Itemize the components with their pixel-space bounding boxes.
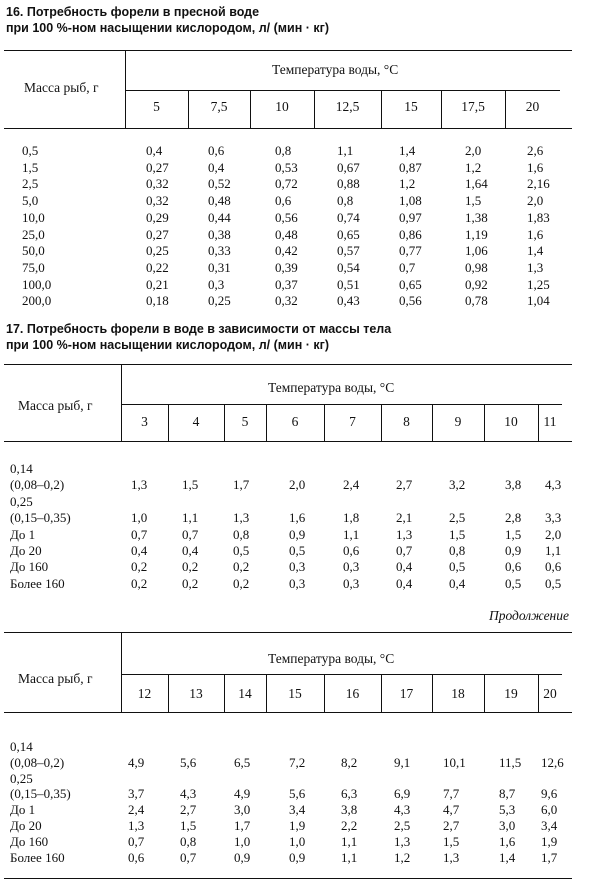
- table-cell-value: 2,2: [341, 818, 358, 833]
- temperature-label: 14: [238, 686, 252, 701]
- mass-row-label: 0,5: [22, 143, 39, 158]
- mass-row-label: Более 160: [10, 849, 65, 865]
- table-cell-value: 2,8: [505, 510, 522, 526]
- table-cell-value: 0,72: [275, 176, 298, 192]
- table-cell-value: 3,4: [541, 818, 558, 833]
- table-cell-value: 0,39: [275, 259, 298, 275]
- mass-row-label: (0,08–0,2): [10, 477, 65, 493]
- temperature-label: 9: [454, 414, 462, 429]
- table-cell-value: 4,7: [443, 802, 460, 818]
- header-divider-horizontal: [121, 404, 562, 405]
- table-cell-value: 1,5: [449, 526, 466, 542]
- table-cell-value: 5,3: [499, 802, 516, 818]
- table-cell-value: 1,3: [233, 510, 250, 526]
- table-cell-value: 8,2: [341, 754, 358, 770]
- table-cell-value: 0,4: [449, 575, 466, 591]
- table-cell-value: 0,21: [146, 276, 169, 292]
- mass-row-label: До 160: [10, 833, 49, 849]
- table-cell-value: 0,33: [208, 243, 231, 259]
- table-cell-value: 0,9: [289, 526, 306, 542]
- table-cell-value: 2,7: [180, 802, 197, 818]
- table-cell-value: 1,2: [394, 849, 411, 865]
- mass-row-label: 0,14: [10, 461, 33, 476]
- table-cell-value: 0,7: [131, 526, 148, 542]
- temperature-label: 10: [275, 99, 289, 114]
- table-cell-value: 0,9: [289, 849, 306, 865]
- table-cell-value: 7,7: [443, 786, 460, 802]
- table-cell-value: 1,7: [541, 849, 558, 865]
- mass-row-label: 0,25: [10, 493, 33, 509]
- temperature-label: 15: [288, 686, 302, 701]
- mass-row-label: 2,5: [22, 176, 39, 192]
- table-cell-value: 0,52: [208, 176, 231, 192]
- table-cell-value: 4,3: [545, 477, 562, 493]
- table-cell-value: 0,25: [146, 243, 169, 259]
- table-cell-value: 0,7: [128, 833, 145, 849]
- header-bottom-rule: [4, 128, 572, 129]
- temperature-label: 11: [543, 414, 557, 429]
- table-cell-value: 0,4: [131, 543, 148, 558]
- table-cell-value: 1,4: [527, 243, 544, 259]
- table-cell-value: 0,6: [275, 193, 292, 209]
- mass-column-header: Масса рыб, г: [18, 398, 93, 413]
- table-cell-value: 0,4: [208, 159, 225, 175]
- mass-row-label: До 1: [10, 802, 36, 818]
- temperature-label: 17,5: [461, 99, 485, 114]
- table-cell-value: 2,4: [128, 802, 145, 818]
- table16-top-rule: [4, 50, 572, 51]
- mass-row-label: До 1: [10, 526, 36, 542]
- mass-column-header: Масса рыб, г: [18, 671, 93, 686]
- continuation-top-rule: [4, 632, 572, 633]
- table-cell-value: 1,06: [465, 243, 488, 259]
- table-cell-value: 1,38: [465, 209, 488, 225]
- table-cell-value: 0,27: [146, 226, 169, 242]
- table-cell-value: 1,0: [234, 833, 251, 849]
- table-cell-value: 5,6: [289, 786, 306, 802]
- mass-row-label: До 160: [10, 559, 49, 575]
- table-cell-value: 1,6: [499, 833, 516, 849]
- table-cell-value: 2,0: [545, 526, 562, 542]
- table-cell-value: 0,97: [399, 209, 422, 225]
- mass-row-label: До 20: [10, 818, 42, 833]
- temperature-label: 8: [403, 414, 410, 429]
- table-cell-value: 7,2: [289, 754, 306, 770]
- table-cell-value: 1,3: [131, 477, 148, 493]
- temperature-header: Температура воды, °С: [268, 651, 395, 666]
- table-cell-value: 0,67: [337, 159, 360, 175]
- table17-title-line2: при 100 %-ном насыщении кислородом, л/ (мин · кг): [6, 338, 329, 352]
- table-cell-value: 1,1: [341, 849, 358, 865]
- mass-row-label: 0,14: [10, 739, 33, 754]
- temperature-label: 12: [137, 686, 152, 701]
- table-cell-value: 0,4: [396, 575, 413, 591]
- table-cell-value: 1,5: [182, 477, 199, 493]
- table-cell-value: 0,57: [337, 243, 360, 259]
- temperature-header: Температура воды, °С: [268, 380, 395, 395]
- mass-row-label: (0,08–0,2): [10, 754, 65, 770]
- table16-title-line1: 16. Потребность форели в пресной воде: [6, 5, 260, 19]
- mass-row-label: 75,0: [22, 259, 45, 275]
- table-cell-value: 1,04: [527, 293, 550, 309]
- page-bottom-rule: [4, 878, 572, 879]
- table-cell-value: 0,32: [146, 176, 169, 192]
- table-cell-value: 0,2: [182, 559, 199, 575]
- table-cell-value: 0,56: [275, 209, 298, 225]
- table-cell-value: 3,3: [545, 510, 562, 526]
- mass-row-label: 200,0: [22, 293, 52, 309]
- table-cell-value: 0,3: [343, 559, 360, 575]
- mass-row-label: 100,0: [22, 276, 52, 292]
- table-cell-value: 0,8: [233, 526, 250, 542]
- table-cell-value: 0,51: [337, 276, 360, 292]
- table-cell-value: 8,7: [499, 786, 516, 802]
- table-cell-value: 3,0: [499, 818, 516, 833]
- table-cell-value: 0,32: [275, 293, 298, 309]
- table-cell-value: 0,7: [182, 526, 199, 542]
- table-cell-value: 0,5: [545, 575, 562, 591]
- table-cell-value: 0,5: [505, 575, 522, 591]
- table-cell-value: 0,3: [289, 575, 306, 591]
- table-cell-value: 0,98: [465, 259, 488, 275]
- mass-row-label: (0,15–0,35): [10, 786, 71, 802]
- table-cell-value: 0,6: [128, 849, 145, 865]
- table-cell-value: 0,9: [505, 543, 522, 558]
- table-cell-value: 1,9: [289, 818, 306, 833]
- table-cell-value: 1,6: [289, 510, 306, 526]
- table-cell-value: 11,5: [499, 754, 522, 770]
- table-cell-value: 0,6: [505, 559, 522, 575]
- mass-row-label: 1,5: [22, 159, 39, 175]
- table-cell-value: 0,32: [146, 193, 169, 209]
- table-cell-value: 0,29: [146, 209, 169, 225]
- table-cell-value: 6,0: [541, 802, 558, 818]
- table-cell-value: 1,7: [233, 477, 250, 493]
- table-cell-value: 1,2: [399, 176, 416, 192]
- table-cell-value: 4,9: [234, 786, 251, 802]
- table-cell-value: 3,2: [449, 477, 466, 493]
- temperature-label: 20: [543, 686, 557, 701]
- table-cell-value: 0,5: [233, 543, 250, 558]
- mass-row-label: 25,0: [22, 226, 45, 242]
- temperature-label: 19: [504, 686, 518, 701]
- table-cell-value: 0,2: [233, 559, 250, 575]
- table-cell-value: 1,64: [465, 176, 488, 192]
- table-cell-value: 4,3: [180, 786, 197, 802]
- table-cell-value: 1,3: [527, 259, 544, 275]
- table-cell-value: 1,0: [131, 510, 148, 526]
- table-cell-value: 0,38: [208, 226, 231, 242]
- temperature-label: 6: [291, 414, 299, 429]
- table-cell-value: 6,5: [234, 754, 251, 770]
- table-cell-value: 3,8: [341, 802, 358, 818]
- table-cell-value: 0,8: [180, 833, 197, 849]
- table-cell-value: 3,7: [128, 786, 145, 802]
- temperature-header: Температура воды, °С: [272, 62, 399, 77]
- table-cell-value: 0,2: [182, 575, 199, 591]
- table-cell-value: 0,22: [146, 259, 169, 275]
- table-cell-value: 0,5: [449, 559, 466, 575]
- table-cell-value: 2,7: [443, 818, 460, 833]
- table-cell-value: 0,9: [234, 849, 251, 865]
- table-cell-value: 0,7: [399, 259, 416, 275]
- table-cell-value: 2,4: [343, 477, 360, 493]
- table17-top-rule: [4, 364, 572, 365]
- table-cell-value: 1,4: [499, 849, 516, 865]
- table-cell-value: 0,87: [399, 159, 422, 175]
- table-cell-value: 1,3: [394, 833, 411, 849]
- temperature-label: 20: [525, 99, 540, 114]
- mass-row-label: До 20: [10, 543, 42, 558]
- continuation-label: Продолжение: [488, 608, 569, 623]
- temperature-label: 15: [404, 99, 418, 114]
- table-cell-value: 1,6: [527, 159, 544, 175]
- table-cell-value: 0,7: [180, 849, 197, 865]
- table-cell-value: 0,88: [337, 176, 360, 192]
- temperature-label: 10: [504, 414, 518, 429]
- mass-row-label: 50,0: [22, 243, 45, 259]
- table-cell-value: 1,1: [337, 143, 354, 158]
- table-cell-value: 1,5: [180, 818, 197, 833]
- table-cell-value: 3,4: [289, 802, 306, 818]
- table-cell-value: 0,2: [131, 559, 148, 575]
- temperature-label: 7,5: [210, 99, 228, 114]
- table-cell-value: 0,6: [208, 143, 225, 158]
- table-cell-value: 0,3: [289, 559, 306, 575]
- table-cell-value: 6,3: [341, 786, 358, 802]
- table-cell-value: 0,2: [233, 575, 250, 591]
- table-cell-value: 0,3: [208, 276, 225, 292]
- table-cell-value: 1,8: [343, 510, 360, 526]
- table-cell-value: 3,8: [505, 477, 522, 493]
- table-cell-value: 0,4: [396, 559, 413, 575]
- table-cell-value: 0,2: [131, 575, 148, 591]
- table-cell-value: 0,48: [208, 193, 231, 209]
- table-cell-value: 0,8: [275, 143, 292, 158]
- table-cell-value: 5,6: [180, 754, 197, 770]
- table16-title-line2: при 100 %-ном насыщении кислородом, л/ (мин · кг): [6, 21, 329, 35]
- table-cell-value: 1,5: [505, 526, 522, 542]
- table-cell-value: 1,1: [341, 833, 358, 849]
- table-cell-value: 0,65: [399, 276, 422, 292]
- table-cell-value: 1,0: [289, 833, 306, 849]
- table-cell-value: 0,77: [399, 243, 422, 259]
- table-cell-value: 1,1: [545, 543, 562, 558]
- header-bottom-rule: [4, 441, 572, 442]
- temperature-label: 5: [241, 414, 249, 429]
- temperature-label: 17: [399, 686, 414, 701]
- table-cell-value: 0,6: [545, 559, 562, 575]
- table-cell-value: 0,74: [337, 209, 360, 225]
- table-cell-value: 0,53: [275, 159, 298, 175]
- table-cell-value: 0,7: [396, 543, 413, 558]
- header-divider-vertical: [125, 50, 126, 128]
- table-cell-value: 0,6: [343, 543, 360, 558]
- temperature-label: 3: [141, 414, 148, 429]
- table-cell-value: 1,6: [527, 226, 544, 242]
- table-cell-value: 1,9: [541, 833, 558, 849]
- temperature-label: 13: [189, 686, 203, 701]
- table17-title-line1: 17. Потребность форели в воде в зависимости от массы тела: [6, 322, 392, 336]
- table-cell-value: 0,43: [337, 293, 360, 309]
- table-cell-value: 2,1: [396, 510, 413, 526]
- table-cell-value: 1,2: [465, 159, 482, 175]
- table-cell-value: 12,6: [541, 754, 564, 770]
- mass-column-header: Масса рыб, г: [24, 80, 99, 95]
- table-cell-value: 1,5: [443, 833, 460, 849]
- table-cell-value: 0,44: [208, 209, 231, 225]
- mass-row-label: Более 160: [10, 575, 65, 591]
- table-cell-value: 2,5: [449, 510, 466, 526]
- table-cell-value: 0,4: [146, 143, 163, 158]
- table-cell-value: 1,1: [182, 510, 199, 526]
- table-cell-value: 2,0: [465, 143, 482, 158]
- table-cell-value: 4,9: [128, 754, 145, 770]
- table-cell-value: 0,37: [275, 276, 298, 292]
- table-cell-value: 1,3: [128, 818, 145, 833]
- table-cell-value: 1,19: [465, 226, 488, 242]
- table-cell-value: 2,7: [396, 477, 413, 493]
- table-cell-value: 0,56: [399, 293, 422, 309]
- table-cell-value: 1,7: [234, 818, 251, 833]
- table-cell-value: 0,8: [337, 193, 354, 209]
- temperature-label: 12,5: [335, 99, 360, 114]
- table-cell-value: 0,86: [399, 226, 422, 242]
- table-cell-value: 0,48: [275, 226, 298, 242]
- table-cell-value: 1,3: [396, 526, 413, 542]
- temperature-label: 7: [349, 414, 356, 429]
- table-cell-value: 0,3: [343, 575, 360, 591]
- table-cell-value: 1,1: [343, 526, 360, 542]
- table-cell-value: 1,4: [399, 143, 416, 158]
- table-cell-value: 10,1: [443, 754, 466, 770]
- table-cell-value: 0,65: [337, 226, 360, 242]
- table-cell-value: 0,4: [182, 543, 199, 558]
- table-cell-value: 3,0: [234, 802, 251, 818]
- table-cell-value: 0,5: [289, 543, 306, 558]
- table-cell-value: 0,92: [465, 276, 488, 292]
- table-cell-value: 2,0: [289, 477, 306, 493]
- table-cell-value: 2,0: [527, 193, 544, 209]
- header-bottom-rule: [4, 712, 572, 713]
- table-cell-value: 4,3: [394, 802, 411, 818]
- table-cell-value: 1,83: [527, 209, 550, 225]
- table-cell-value: 2,5: [394, 818, 411, 833]
- table-cell-value: 1,25: [527, 276, 550, 292]
- table-cell-value: 0,54: [337, 259, 360, 275]
- header-divider-horizontal: [125, 90, 560, 91]
- table-cell-value: 6,9: [394, 786, 411, 802]
- table-cell-value: 0,78: [465, 293, 488, 309]
- table-cell-value: 0,25: [208, 293, 231, 309]
- table-cell-value: 9,1: [394, 754, 411, 770]
- temperature-label: 4: [192, 414, 200, 429]
- temperature-label: 16: [345, 686, 360, 701]
- temperature-label: 18: [451, 686, 465, 701]
- table-cell-value: 0,27: [146, 159, 169, 175]
- header-divider-horizontal: [121, 674, 562, 675]
- table-cell-value: 0,18: [146, 293, 169, 309]
- table-cell-value: 0,8: [449, 543, 466, 558]
- table-cell-value: 1,5: [465, 193, 482, 209]
- mass-row-label: 0,25: [10, 770, 33, 786]
- mass-row-label: (0,15–0,35): [10, 510, 71, 526]
- table-cell-value: 9,6: [541, 786, 558, 802]
- mass-row-label: 10,0: [22, 209, 45, 225]
- table-cell-value: 2,16: [527, 176, 550, 192]
- table-cell-value: 1,3: [443, 849, 460, 865]
- mass-row-label: 5,0: [22, 193, 39, 209]
- table-cell-value: 0,31: [208, 259, 231, 275]
- table-cell-value: 0,42: [275, 243, 298, 259]
- table-cell-value: 2,6: [527, 143, 544, 158]
- table-cell-value: 1,08: [399, 193, 422, 209]
- temperature-label: 5: [153, 99, 160, 114]
